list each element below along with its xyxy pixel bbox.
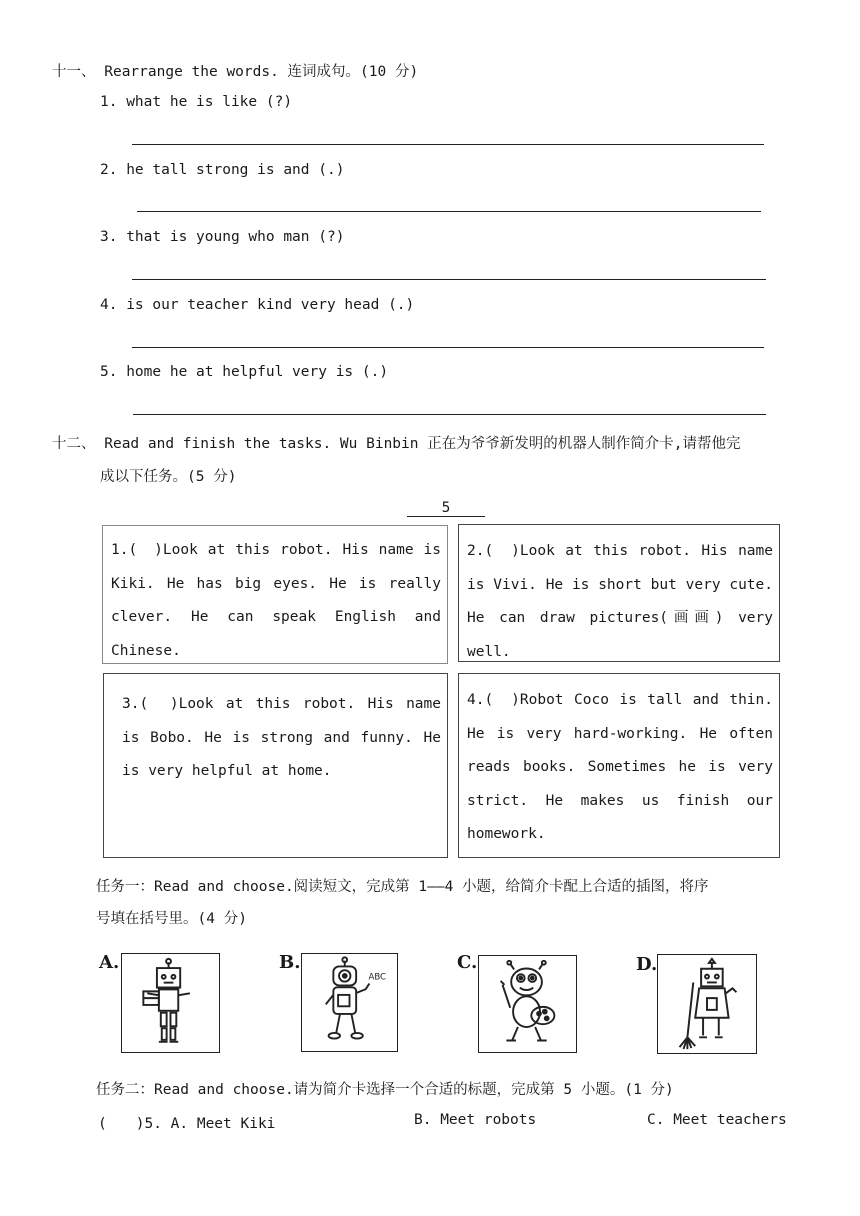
robot-card-1-text: 1.( )Look at this robot. His name is Kiki. He has big eyes. He is really clever. He can speak English and Chinese. — [111, 542, 441, 659]
robot-painting-palette-icon — [478, 955, 577, 1053]
question-5-option-c[interactable]: C. Meet teachers — [647, 1112, 787, 1128]
task-2-instruction: 任务二：Read and choose.请为简介卡选择一个合适的标题，完成第 5 小题。(1 分) — [96, 1082, 674, 1098]
task-1-instruction-cont: 号填在括号里。(4 分) — [96, 911, 247, 927]
section-11-heading: 十一、 Rearrange the words. 连词成句。(10 分) — [52, 64, 419, 80]
robot-speaking-abc-icon — [301, 953, 398, 1052]
task-1-instruction: 任务一：Read and choose.阅读短文，完成第 1——4 小题，给简介卡配上合适的插图，将序 — [96, 879, 709, 895]
answer-line-1[interactable] — [132, 144, 764, 145]
rearrange-item-4: 4. is our teacher kind very head (.) — [100, 297, 415, 313]
picture-label-a: A. — [99, 952, 120, 973]
svg-text:ABC: ABC — [368, 972, 387, 983]
robot-card-4-text: 4.( )Robot Coco is tall and thin. He is very hard-working. He often reads books. Sometimes he is very strict. He makes us finish our homework. — [467, 692, 773, 842]
picture-label-b: B. — [279, 952, 301, 973]
question-5-option-b[interactable]: B. Meet robots — [414, 1112, 537, 1128]
robot-card-2 — [458, 524, 780, 662]
robot-sweeping-broom-icon — [657, 954, 757, 1054]
picture-label-c: C. — [457, 952, 478, 973]
rearrange-item-2: 2. he tall strong is and (.) — [100, 162, 345, 178]
rearrange-item-3: 3. that is young who man (?) — [100, 229, 345, 245]
question-5-option-a[interactable]: ( )5. A. Meet Kiki — [98, 1116, 276, 1132]
rearrange-item-5: 5. home he at helpful very is (.) — [100, 364, 389, 380]
robot-card-3 — [103, 673, 448, 858]
robot-card-4 — [458, 673, 780, 858]
robot-card-2-text: 2.( )Look at this robot. His name is Vivi. He is short but very cute. He can draw pictures(画画) very well. — [467, 543, 773, 660]
answer-line-3[interactable] — [132, 279, 766, 280]
card-title-blank[interactable]: 5 — [407, 500, 485, 517]
answer-line-5[interactable] — [133, 414, 766, 415]
robot-card-3-text: 3.( )Look at this robot. His name is Bobo. He is strong and funny. He is very helpful at home. — [122, 696, 441, 779]
robot-reading-book-icon — [121, 953, 220, 1053]
section-12-heading-cont: 成以下任务。(5 分) — [100, 469, 237, 485]
picture-label-d: D. — [636, 954, 658, 975]
section-12-heading: 十二、 Read and finish the tasks. Wu Binbin 正在为爷爷新发明的机器人制作简介卡,请帮他完 — [52, 436, 741, 452]
rearrange-item-1: 1. what he is like (?) — [100, 94, 293, 110]
robot-card-1 — [102, 525, 448, 664]
answer-line-2[interactable] — [137, 211, 761, 212]
answer-line-4[interactable] — [132, 347, 764, 348]
